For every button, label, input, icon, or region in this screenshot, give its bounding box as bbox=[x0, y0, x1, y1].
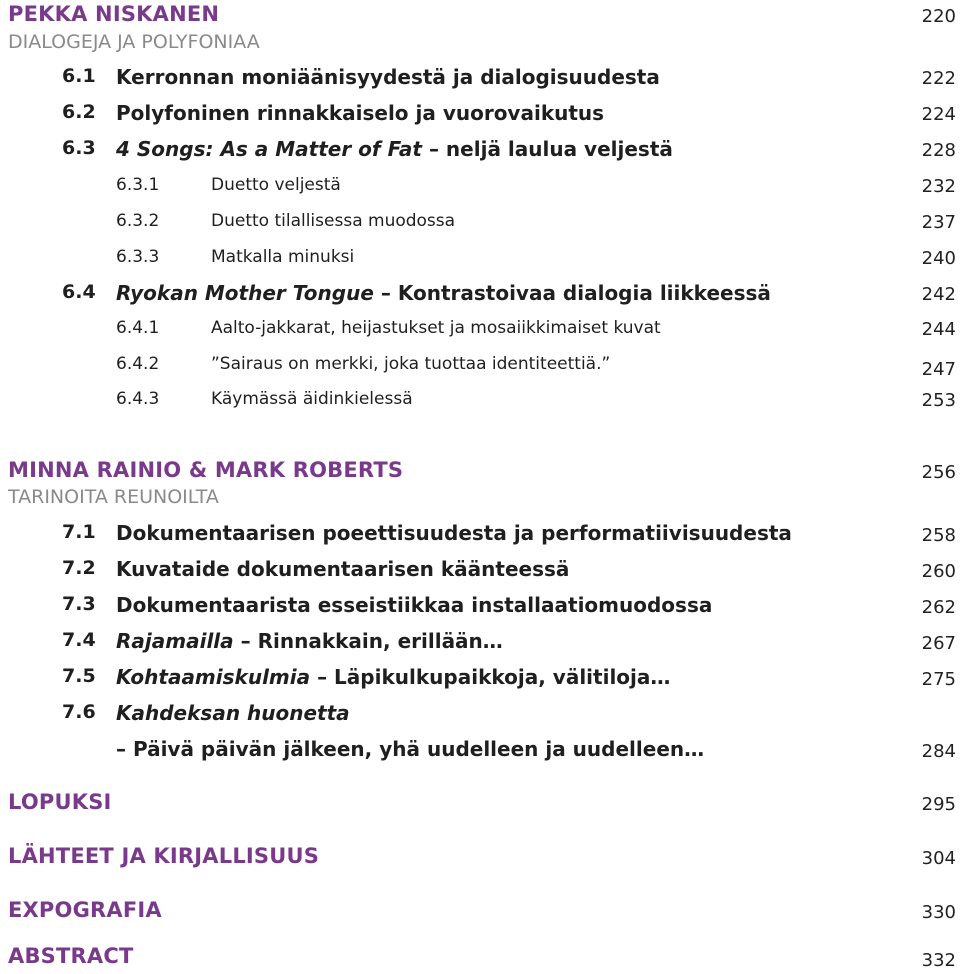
toc-entry[interactable] bbox=[0, 101, 960, 131]
toc-end-section[interactable] bbox=[0, 944, 960, 974]
entry-title bbox=[116, 281, 771, 305]
subentry-number: 6.4.3 bbox=[116, 389, 160, 409]
page-number: 267 bbox=[921, 633, 956, 654]
subentry-number: 6.3.3 bbox=[116, 247, 160, 267]
entry-title: Kerronnan moniäänisyydestä ja dialogisuudesta bbox=[116, 65, 660, 89]
author-name: PEKKA NISKANEN bbox=[8, 2, 220, 26]
toc-entry[interactable] bbox=[0, 593, 960, 623]
subentry-number: 6.4.1 bbox=[116, 318, 160, 338]
toc-entry[interactable] bbox=[0, 665, 960, 695]
entry-title: Kuvataide dokumentaarisen käänteessä bbox=[116, 557, 570, 581]
page-number: 304 bbox=[921, 848, 956, 869]
page-number: 332 bbox=[921, 950, 956, 971]
toc-end-section[interactable] bbox=[0, 898, 960, 928]
subentry-number: 6.3.2 bbox=[116, 211, 160, 231]
toc-entry[interactable] bbox=[0, 701, 960, 731]
page-number: 222 bbox=[921, 68, 956, 89]
entry-number: 6.3 bbox=[62, 137, 96, 159]
end-section-title: ABSTRACT bbox=[8, 944, 134, 968]
section-subtitle: TARINOITA REUNOILTA bbox=[8, 486, 219, 508]
entry-title-italic: Kahdeksan huonetta bbox=[116, 701, 350, 725]
entry-number: 6.2 bbox=[62, 101, 96, 123]
end-section-title: LOPUKSI bbox=[8, 790, 112, 814]
toc-subtitle-row bbox=[0, 486, 960, 516]
subentry-title: Duetto tilallisessa muodossa bbox=[211, 211, 456, 231]
toc-subentry[interactable] bbox=[0, 175, 960, 205]
page-number: 262 bbox=[921, 597, 956, 618]
page-number: 260 bbox=[921, 561, 956, 582]
page-number: 220 bbox=[921, 6, 956, 27]
entry-number: 6.1 bbox=[62, 65, 96, 87]
toc-subentry[interactable] bbox=[0, 389, 960, 419]
toc-author-row bbox=[0, 458, 960, 488]
page-number: 295 bbox=[921, 794, 956, 815]
subentry-title: Duetto veljestä bbox=[211, 175, 341, 195]
entry-number: 7.3 bbox=[62, 593, 96, 615]
toc-entry[interactable] bbox=[0, 65, 960, 95]
toc-entry[interactable] bbox=[0, 281, 960, 311]
toc-entry[interactable] bbox=[0, 557, 960, 587]
page-number: 237 bbox=[921, 212, 956, 233]
toc-subentry[interactable] bbox=[0, 211, 960, 241]
subentry-number: 6.4.2 bbox=[116, 354, 160, 374]
toc-entry[interactable] bbox=[0, 521, 960, 551]
subentry-title: Matkalla minuksi bbox=[211, 247, 355, 267]
entry-number: 7.1 bbox=[62, 521, 96, 543]
section-subtitle: DIALOGEJA JA POLYFONIAA bbox=[8, 31, 260, 53]
page-number: 240 bbox=[921, 248, 956, 269]
page-number: 256 bbox=[921, 462, 956, 483]
entry-title: Dokumentaarista esseistiikkaa installaatiomuodossa bbox=[116, 593, 713, 617]
entry-title bbox=[116, 665, 670, 689]
entry-number: 7.2 bbox=[62, 557, 96, 579]
entry-number: 7.4 bbox=[62, 629, 96, 651]
entry-number: 7.5 bbox=[62, 665, 96, 687]
entry-title-rest: – Kontrastoivaa dialogia liikkeessä bbox=[380, 281, 771, 305]
entry-title-italic: Kohtaamiskulmia bbox=[116, 665, 311, 689]
subentry-title: Käymässä äidinkielessä bbox=[211, 389, 413, 409]
entry-number: 7.6 bbox=[62, 701, 96, 723]
toc-entry[interactable] bbox=[0, 629, 960, 659]
entry-number: 6.4 bbox=[62, 281, 96, 303]
page-number: 247 bbox=[921, 359, 956, 380]
subentry-title: Aalto-jakkarat, heijastukset ja mosaiikkimaiset kuvat bbox=[211, 318, 661, 338]
entry-title bbox=[116, 701, 350, 725]
page-number: 242 bbox=[921, 284, 956, 305]
end-section-title: EXPOGRAFIA bbox=[8, 898, 162, 922]
toc-subentry[interactable] bbox=[0, 247, 960, 277]
page-number: 275 bbox=[921, 669, 956, 690]
toc-end-section[interactable] bbox=[0, 790, 960, 820]
page-number: 284 bbox=[921, 741, 956, 762]
entry-title bbox=[116, 137, 673, 161]
toc-author-row bbox=[0, 2, 960, 32]
page-number: 224 bbox=[921, 104, 956, 125]
toc-entry[interactable] bbox=[0, 137, 960, 167]
page-number: 228 bbox=[921, 140, 956, 161]
entry-title-italic: Ryokan Mother Tongue bbox=[116, 281, 374, 305]
entry-title-italic: Rajamailla bbox=[116, 629, 234, 653]
toc-end-section[interactable] bbox=[0, 844, 960, 874]
page-number: 253 bbox=[921, 390, 956, 411]
entry-title: – Päivä päivän jälkeen, yhä uudelleen ja uudelleen… bbox=[116, 737, 705, 761]
toc-subentry[interactable] bbox=[0, 354, 960, 384]
entry-title: Polyfoninen rinnakkaiselo ja vuorovaikutus bbox=[116, 101, 605, 125]
page-number: 232 bbox=[921, 176, 956, 197]
entry-title bbox=[116, 629, 503, 653]
entry-title-rest: – neljä laulua veljestä bbox=[428, 137, 673, 161]
entry-title-rest: – Läpikulkupaikkoja, välitiloja… bbox=[317, 665, 671, 689]
page-number: 244 bbox=[921, 319, 956, 340]
toc-subentry[interactable] bbox=[0, 318, 960, 348]
page-number: 258 bbox=[921, 525, 956, 546]
subentry-number: 6.3.1 bbox=[116, 175, 160, 195]
entry-title-italic: 4 Songs: As a Matter of Fat bbox=[116, 137, 422, 161]
subentry-title: ”Sairaus on merkki, joka tuottaa identiteettiä.” bbox=[211, 354, 611, 374]
end-section-title: LÄHTEET JA KIRJALLISUUS bbox=[8, 844, 320, 868]
author-name: MINNA RAINIO & MARK ROBERTS bbox=[8, 458, 404, 482]
toc-entry-continuation[interactable] bbox=[0, 737, 960, 767]
entry-title: Dokumentaarisen poeettisuudesta ja performatiivisuudesta bbox=[116, 521, 792, 545]
entry-title-rest: – Rinnakkain, erillään… bbox=[240, 629, 503, 653]
toc-subtitle-row bbox=[0, 31, 960, 61]
page-number: 330 bbox=[921, 902, 956, 923]
